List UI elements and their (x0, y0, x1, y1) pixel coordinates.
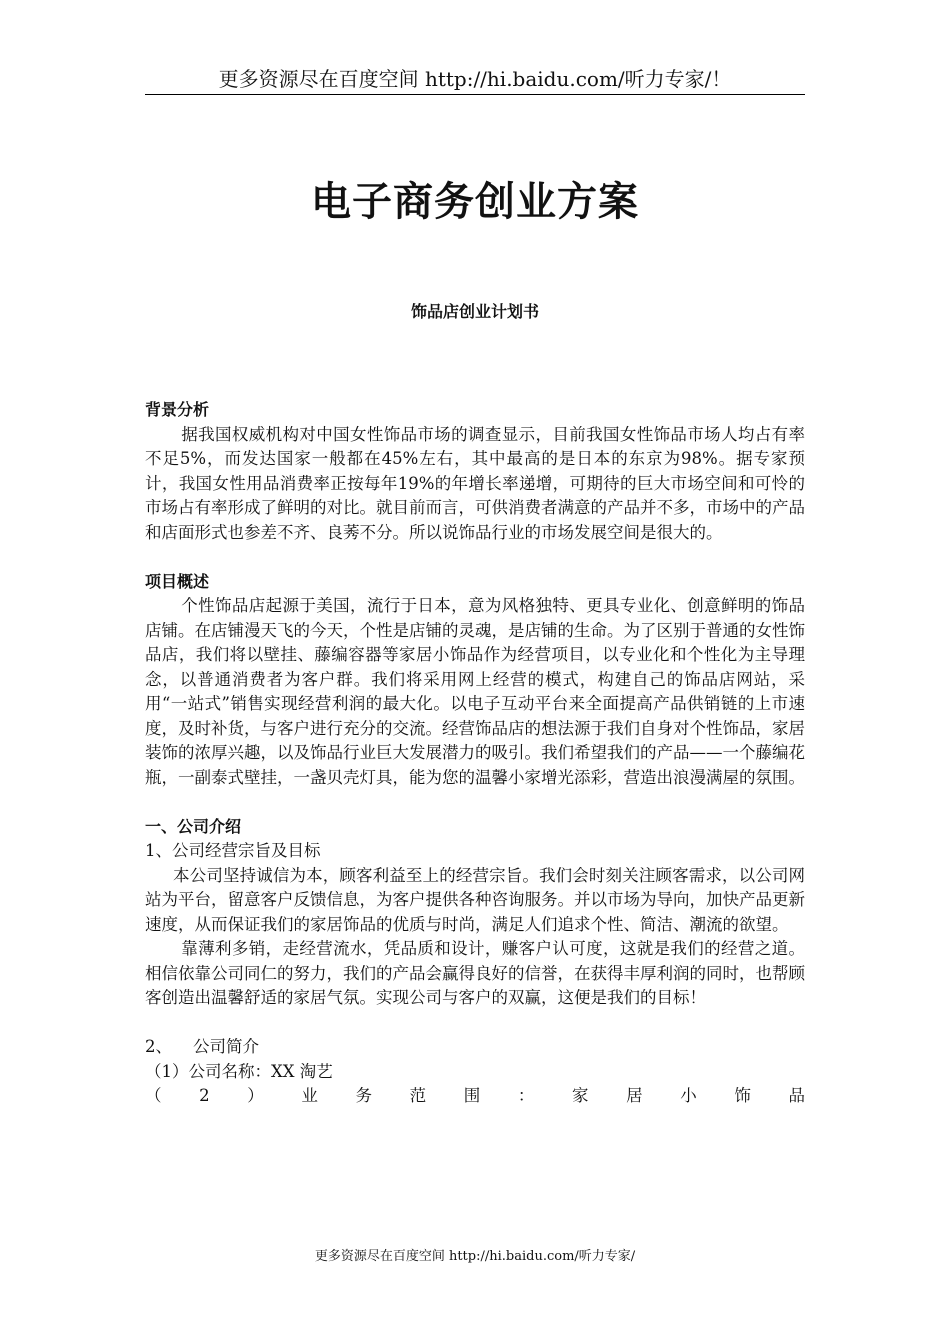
document-body (145, 398, 805, 1109)
section-heading-background: 背景分析 (145, 400, 210, 419)
scope-char: 饰 (734, 1086, 751, 1105)
scope-char: ） (247, 1086, 264, 1105)
scope-char: 品 (788, 1086, 805, 1105)
scope-char: （ (145, 1086, 162, 1105)
scope-char: 业 (301, 1086, 318, 1105)
section-heading-company: 一、公司介绍 (145, 816, 242, 836)
scope-char: 小 (680, 1086, 697, 1105)
company-subheading-2: 2、 公司简介 (145, 1037, 259, 1056)
page-footer: 更多资源尽在百度空间 http://hi.baidu.com/听力专家/ (314, 1249, 636, 1264)
scope-char: 范 (409, 1086, 427, 1105)
scope-char: 围 (463, 1086, 481, 1105)
scope-char: ： (517, 1086, 535, 1105)
business-scope-line (145, 1084, 805, 1109)
company-paragraph-2: 靠薄利多销，走经营流水，凭品质和设计，赚客户认可度，这就是我们的经营之道。相信依靠公司同仁的努力，我们的产品会赢得良好的信誉，在获得丰厚利润的同时，也帮顾客创造出温馨舒适的家居气氛。实现公司与客户的双赢，这便是我们的目标！ (145, 939, 805, 1007)
section-heading-overview: 项目概述 (145, 571, 210, 591)
scope-char: 务 (355, 1086, 372, 1105)
document-subtitle: 饰品店创业计划书 (410, 302, 539, 321)
document-title: 电子商务创业方案 (311, 179, 639, 225)
background-paragraph: 据我国权威机构对中国女性饰品市场的调查显示，目前我国女性饰品市场人均占有率不足5%，而发达国家一般都在45%左右，其中最高的是日本的东京为98%。据专家预计，我国女性用品消费率正按每年19%的年增长率递增，可期待的巨大市场空间和可怜的市场占有率形成了鲜明的对比。就目前而言，可供消费者满意的产品并不多，市场中的产品和店面形式也参差不齐、良莠不分。所以说饰品行业的市场发展空间是很大的。 (145, 424, 805, 542)
scope-char: 居 (626, 1086, 643, 1105)
company-name-line: （1）公司名称：XX 淘艺 (145, 1061, 333, 1081)
scope-char: 2 (199, 1086, 210, 1105)
overview-paragraph: 个性饰品店起源于美国，流行于日本，意为风格独特、更具专业化、创意鲜明的饰品店铺。在店铺漫天飞的今天，个性是店铺的灵魂，是店铺的生命。为了区别于普通的女性饰品店，我们将以壁挂、藤编容器等家居小饰品作为经营项目，以专业化和个性化为主导理念，以普通消费者为客户群。我们将采用网上经营的模式，构建自己的饰品店网站，采用“一站式”销售实现经营利润的最大化。以电子互动平台来全面提高产品供销链的上市速度，及时补货，与客户进行充分的交流。经营饰品店的想法源于我们自身对个性饰品，家居装饰的浓厚兴趣，以及饰品行业巨大发展潜力的吸引。我们希望我们的产品——一个藤编花瓶，一副泰式壁挂，一盏贝壳灯具，能为您的温馨小家增光添彩，营造出浪漫满屋的氛围。 (145, 596, 805, 787)
company-paragraph-1: 本公司坚持诚信为本，顾客利益至上的经营宗旨。我们会时刻关注顾客需求，以公司网站为平台，留意客户反馈信息，为客户提供各种咨询服务。并以市场为导向，加快产品更新速度，从而保证我们的家居饰品的优质与时尚，满足人们追求个性、简洁、潮流的欲望。 (145, 865, 805, 934)
company-subheading-1: 1、公司经营宗旨及目标 (145, 841, 321, 860)
scope-char: 家 (572, 1086, 589, 1105)
page-header: 更多资源尽在百度空间 http://hi.baidu.com/听力专家/！ (145, 66, 805, 95)
